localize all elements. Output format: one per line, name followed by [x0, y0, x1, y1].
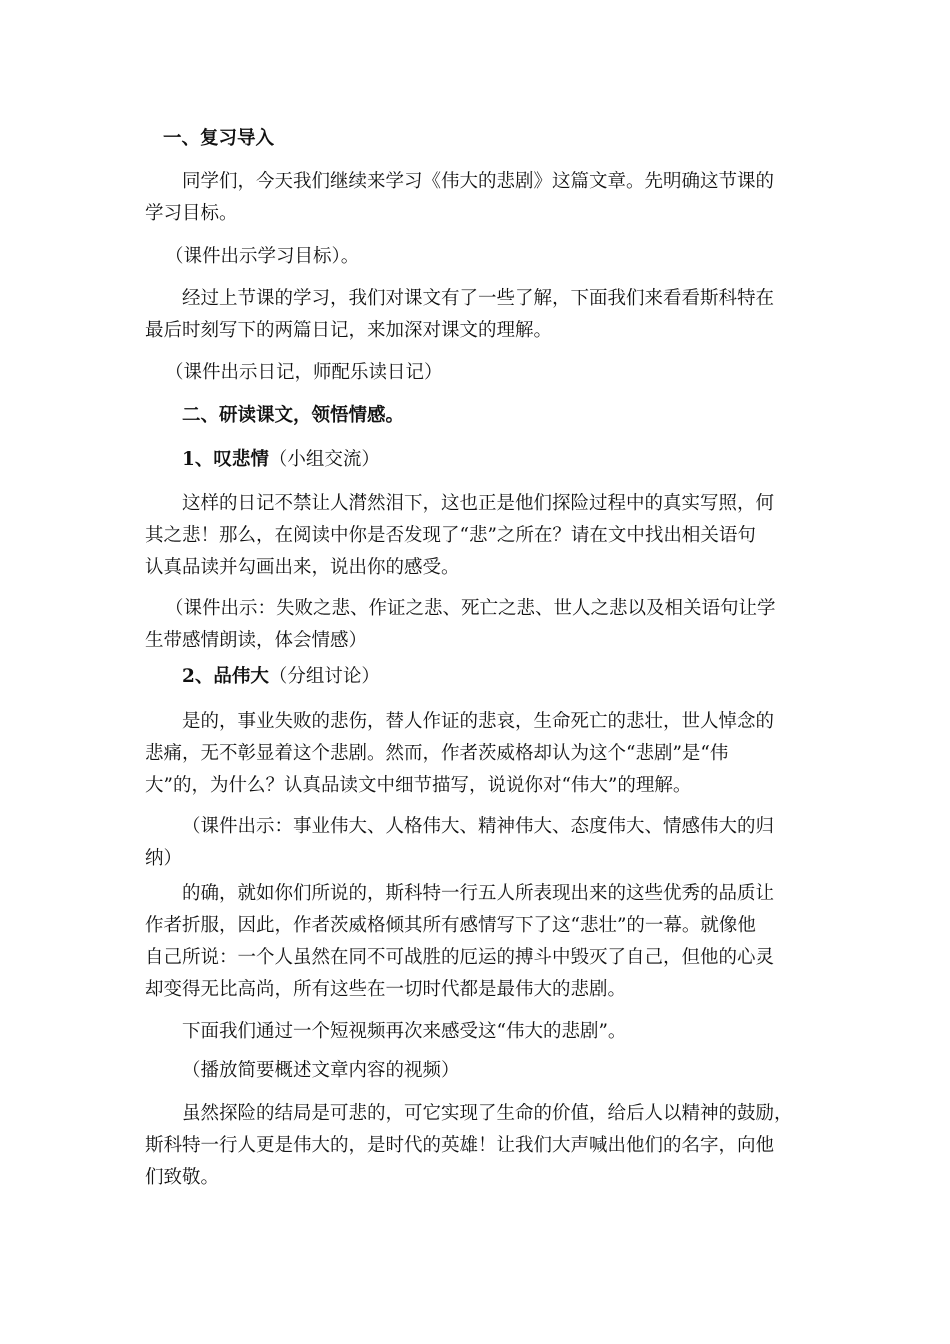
subsection2-paragraph-6 — [145, 1098, 805, 1194]
section2-heading: 二、研读课文，领悟情感。 — [182, 405, 405, 426]
text-line: 悲痛，无不彰显着这个悲剧。然而，作者茨威格却认为这个“悲剧”是“伟 — [145, 743, 729, 764]
text-line: （课件出示：事业伟大、人格伟大、精神伟大、态度伟大、情感伟大的归 — [182, 816, 775, 837]
text-line: 大”的，为什么？认真品读文中细节描写，说说你对“伟大”的理解。 — [145, 775, 692, 796]
text-line: 最后时刻写下的两篇日记，来加深对课文的理解。 — [145, 320, 553, 341]
subsection2-title — [182, 661, 842, 693]
text-line: 同学们，今天我们继续来学习《伟大的悲剧》这篇文章。先明确这节课的 — [182, 171, 775, 192]
subsection2-title-note: （分组讨论） — [268, 666, 380, 687]
subsection1-paragraph-1 — [145, 488, 805, 584]
text-line: 却变得无比高尚，所有这些在一切时代都是最伟大的悲剧。 — [145, 979, 627, 1000]
text-line: 们致敬。 — [145, 1167, 220, 1188]
subsection2-paragraph-2 — [145, 811, 805, 875]
subsection1-title-main: 1、叹悲情 — [182, 449, 269, 470]
subsection2-paragraph-5: （播放简要概述文章内容的视频） — [182, 1060, 460, 1081]
subsection1-title-note: （小组交流） — [268, 449, 380, 470]
subsection2-paragraph-3 — [145, 878, 805, 1006]
subsection1-title — [182, 444, 842, 476]
section1-paragraph-2: （课件出示学习目标）。 — [165, 246, 360, 267]
text-line: 作者折服，因此，作者茨威格倾其所有感情写下了这“悲壮”的一幕。就像他 — [145, 915, 756, 936]
section1-paragraph-1 — [145, 166, 805, 230]
subsection1-paragraph-2 — [145, 593, 805, 657]
text-line: 是的，事业失败的悲伤，替人作证的悲哀，生命死亡的悲壮，世人悼念的 — [182, 711, 775, 732]
text-line: 生带感情朗读，体会情感） — [145, 630, 368, 651]
text-line: 纳） — [145, 848, 183, 869]
text-line: （课件出示：失败之悲、作证之悲、死亡之悲、世人之悲以及相关语句让学 — [165, 598, 776, 619]
subsection2-paragraph-1 — [145, 706, 805, 802]
text-line: 其之悲！那么，在阅读中你是否发现了“悲”之所在？请在文中找出相关语句 — [145, 525, 756, 546]
text-line: 认真品读并勾画出来，说出你的感受。 — [145, 557, 460, 578]
section1-paragraph-3 — [145, 283, 805, 347]
text-line: 这样的日记不禁让人潸然泪下，这也正是他们探险过程中的真实写照，何 — [182, 493, 775, 514]
text-line: 虽然探险的结局是可悲的，可它实现了生命的价值，给后人以精神的鼓励， — [182, 1103, 793, 1124]
section1-heading: 一、复习导入 — [163, 128, 275, 149]
subsection2-paragraph-4: 下面我们通过一个短视频再次来感受这“伟大的悲剧”。 — [182, 1021, 627, 1042]
subsection2-title-main: 2、品伟大 — [182, 666, 269, 687]
text-line: 斯科特一行人更是伟大的，是时代的英雄！让我们大声喊出他们的名字，向他 — [145, 1135, 775, 1156]
section1-paragraph-4: （课件出示日记，师配乐读日记） — [165, 362, 443, 383]
text-line: 经过上节课的学习，我们对课文有了一些了解，下面我们来看看斯科特在 — [182, 288, 775, 309]
text-line: 自己所说：一个人虽然在同不可战胜的厄运的搏斗中毁灭了自己，但他的心灵 — [145, 947, 775, 968]
text-line: 学习目标。 — [145, 203, 238, 224]
text-line: 的确，就如你们所说的，斯科特一行五人所表现出来的这些优秀的品质让 — [182, 883, 775, 904]
